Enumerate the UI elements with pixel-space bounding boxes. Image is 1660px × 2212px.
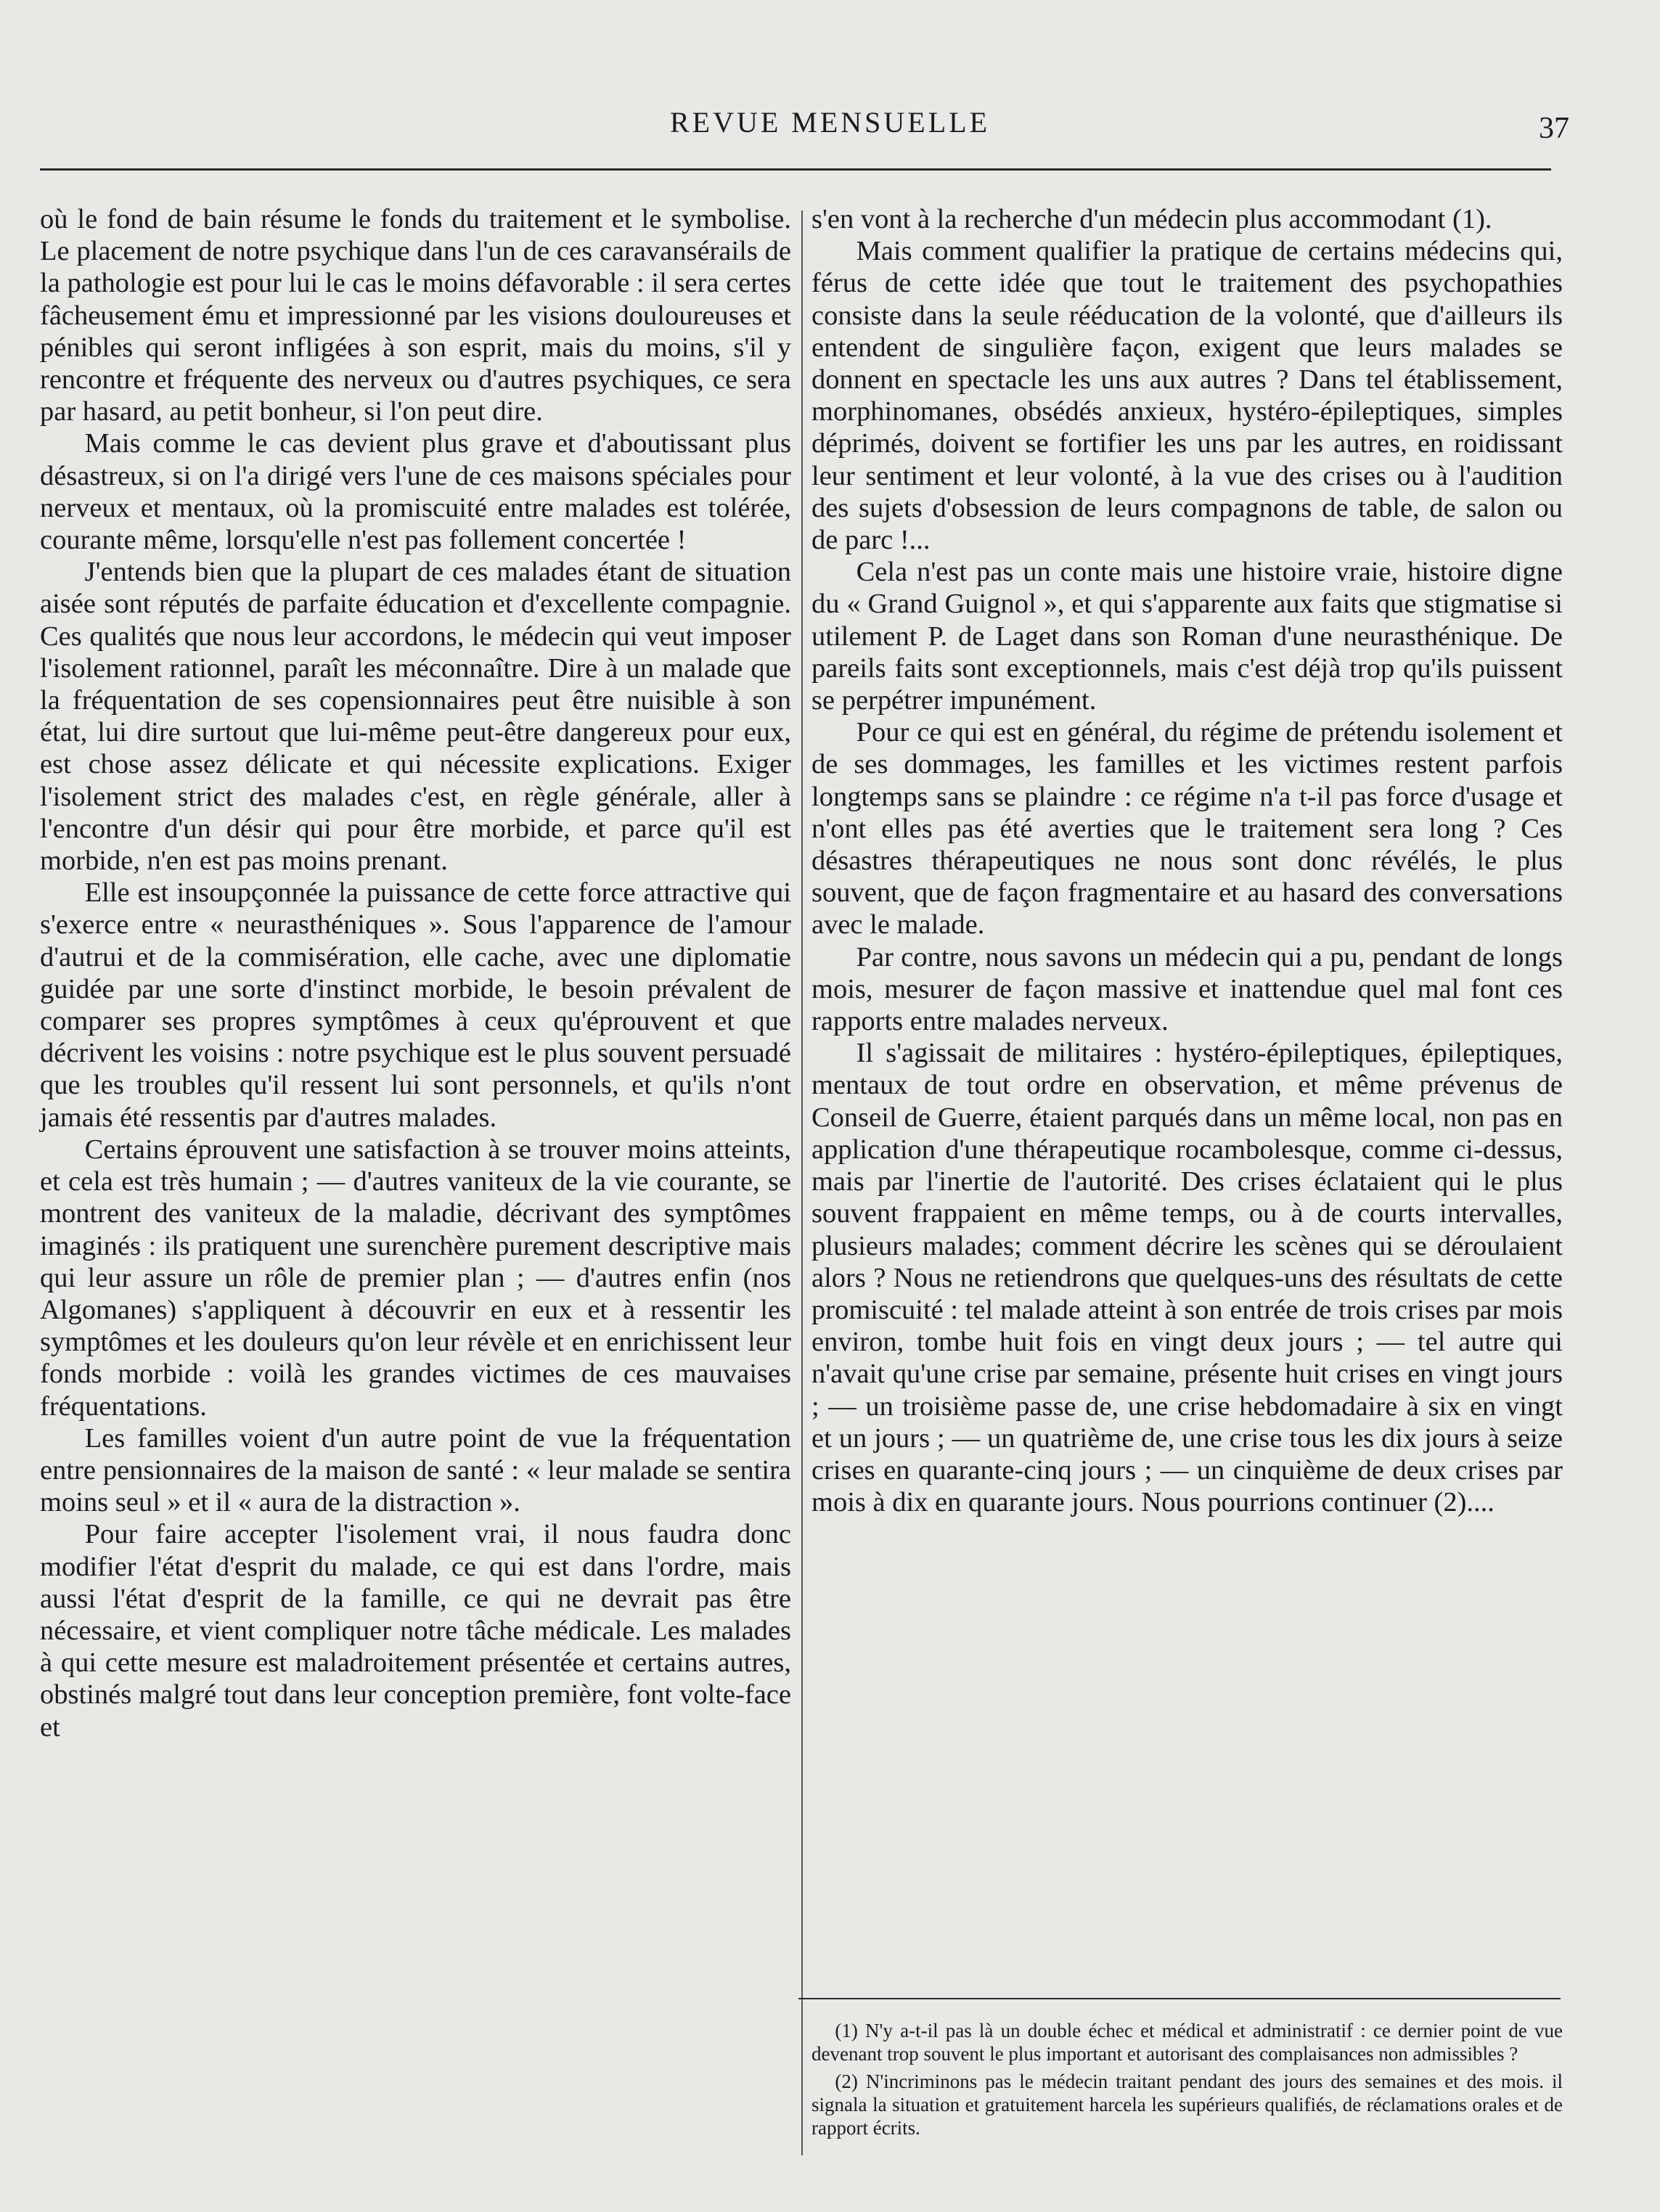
paragraph: Par contre, nous savons un médecin qui a pu, pendant de longs mois, mesurer de façon massive et inattendue quel mal font ces rapports entre malades nerveux. bbox=[811, 941, 1563, 1037]
paragraph: Mais comment qualifier la pratique de certains médecins qui, férus de cette idée que tout le traitement des psychopathies consiste dans la seule rééducation de la volonté, que d'ailleurs ils entendent de singulière façon, exigent que leurs malades se donnent en spectacle les uns aux autres ? Dans tel établissement, morphinomanes, obsédés anxieux, hystéro-épileptiques, simples déprimés, doivent se fortifier les uns par les autres, en roidissant leur sentiment et leur volonté, à la vue des crises ou à l'audition des sujets d'obsession de leurs compagnons de table, de salon ou de parc !... bbox=[811, 236, 1563, 556]
footnote-2: (2) N'incriminons pas le médecin traitant pendant des jours des semaines et des mois. il signala la situation et gratuitement harcela les supérieurs qualifiés, de réclamations orales et de rapport écrits. bbox=[811, 2070, 1563, 2139]
paragraph: Il s'agissait de militaires : hystéro-épileptiques, épileptiques, mentaux de tout ordre en observation, et même prévenus de Conseil de Guerre, étaient parqués dans un même local, non pas en application d'une thérapeutique rocambolesque, comme ci-dessus, mais par l'inertie de l'autorité. Des crises éclataient qui le plus souvent frappaient en même temps, ou à de courts intervalles, plusieurs malades; comment décrire les scènes qui se déroulaient alors ? Nous ne retiendrons que quelques-uns des résultats de cette promiscuité : tel malade atteint à son entrée de trois crises par mois environ, tombe huit fois en vingt deux jours ; — tel autre qui n'avait qu'une crise par semaine, présente huit crises en vingt jours ; — un troisième passe de, une crise hebdomadaire à six en vingt et un jours ; — un quatrième de, une crise tous les dix jours à seize crises en quarante-cinq jours ; — un cinquième de deux crises par mois à dix en quarante jours. Nous pourrions continuer (2).... bbox=[811, 1038, 1563, 1518]
paragraph: J'entends bien que la plupart de ces malades étant de situation aisée sont réputés de parfaite éducation et d'excellente compagnie. Ces qualités que nous leur accordons, le médecin qui veut imposer l'isolement rationnel, paraît les méconnaître. Dire à un malade que la fréquentation de ses copensionnaires peut être nuisible à son état, lui dire surtout que lui-même peut-être dangereux pour eux, est chose assez délicate et qui nécessite explications. Exiger l'isolement strict des malades c'est, en règle générale, aller à l'encontre d'un désir qui pour être morbide, et parce qu'il est morbide, n'en est pas moins prenant. bbox=[40, 557, 791, 877]
paragraph: Pour faire accepter l'isolement vrai, il nous faudra donc modifier l'état d'esprit du malade, ce qui est dans l'ordre, mais aussi l'état d'esprit de la famille, ce qui ne devrait pas être nécessaire, et vient compliquer notre tâche médicale. Les malades à qui cette mesure est maladroitement présentée et certains autres, obstinés malgré tout dans leur conception première, font volte-face et bbox=[40, 1519, 791, 1742]
footnote-1: (1) N'y a-t-il pas là un double échec et médical et administratif : ce dernier point de vue devenant trop souvent le plus important et autorisant des complaisances non admissibles ? bbox=[811, 2020, 1563, 2065]
paragraph: où le fond de bain résume le fonds du traitement et le symbolise. Le placement de notre psychique dans l'un de ces caravansérails de la pathologie est pour lui le cas le moins défavorable : il sera certes fâcheusement ému et impressionné par les visions douloureuses et pénibles qui seront infligées à son esprit, mais du moins, s'il y rencontre et fréquente des nerveux ou d'autres psychiques, ce sera par hasard, au petit bonheur, si l'on peut dire. bbox=[40, 204, 791, 427]
paragraph: Mais comme le cas devient plus grave et d'aboutissant plus désastreux, si on l'a dirigé vers l'une de ces maisons spéciales pour nerveux et mentaux, où la promiscuité entre malades est tolérée, courante même, lorsqu'elle n'est pas follement concertée ! bbox=[40, 428, 791, 556]
paragraph: Les familles voient d'un autre point de vue la fréquentation entre pensionnaires de la maison de santé : « leur malade se sentira moins seul » et il « aura de la distraction ». bbox=[40, 1422, 791, 1518]
running-title: REVUE MENSUELLE bbox=[669, 106, 991, 139]
paragraph: Certains éprouvent une satisfaction à se trouver moins atteints, et cela est très humain ; — d'autres vaniteux de la vie courante, se montrent des vaniteux de la maladie, décrivant des symptômes imaginés : ils pratiquent une surenchère purement descriptive mais qui leur assure un rôle de premier plan ; — d'autres enfin (nos Algomanes) s'appliquent à découvrir en eux et à ressentir les symptômes et les douleurs qu'on leur révèle et en enrichissent leur fonds morbide : voilà les grandes victimes de ces mauvaises fréquentations. bbox=[40, 1134, 791, 1422]
paragraph: Elle est insoupçonnée la puissance de cette force attractive qui s'exerce entre « neurasthéniques ». Sous l'apparence de l'amour d'autrui et de la commisération, elle cache, avec une diplomatie guidée par une sorte d'instinct morbide, le besoin prévalent de comparer ses propres symptômes à ceux qu'éprouvent et que décrivent les voisins : notre psychique est le plus souvent persuadé que les troubles qu'il ressent lui sont personnels, et qu'ils n'ont jamais été ressentis par d'autres malades. bbox=[40, 877, 791, 1133]
paragraph: Cela n'est pas un conte mais une histoire vraie, histoire digne du « Grand Guignol », et qui s'apparente aux faits que stigmatise si utilement P. de Laget dans son Roman d'une neurasthénique. De pareils faits sont exceptionnels, mais c'est déjà trop qu'ils puissent se perpétrer impunément. bbox=[811, 557, 1563, 716]
paragraph: s'en vont à la recherche d'un médecin plus accommodant (1). bbox=[811, 204, 1492, 234]
column-separator bbox=[801, 210, 803, 2155]
right-column bbox=[811, 203, 1563, 1974]
page-header bbox=[0, 105, 1660, 149]
left-column bbox=[40, 203, 791, 2177]
page-number: 37 bbox=[1539, 112, 1569, 145]
paragraph: Pour ce qui est en général, du régime de prétendu isolement et de ses dommages, les familles et les victimes restent parfois longtemps sans se plaindre : ce régime n'a t-il pas force d'usage et n'ont elles pas été averties que le traitement sera long ? Ces désastres thérapeutiques ne nous sont donc révélés, le plus souvent, que de façon fragmentaire et au hasard des conversations avec le malade. bbox=[811, 717, 1563, 941]
header-rule bbox=[40, 168, 1551, 171]
footnotes bbox=[811, 2019, 1563, 2144]
footnote-rule bbox=[798, 1998, 1561, 1999]
